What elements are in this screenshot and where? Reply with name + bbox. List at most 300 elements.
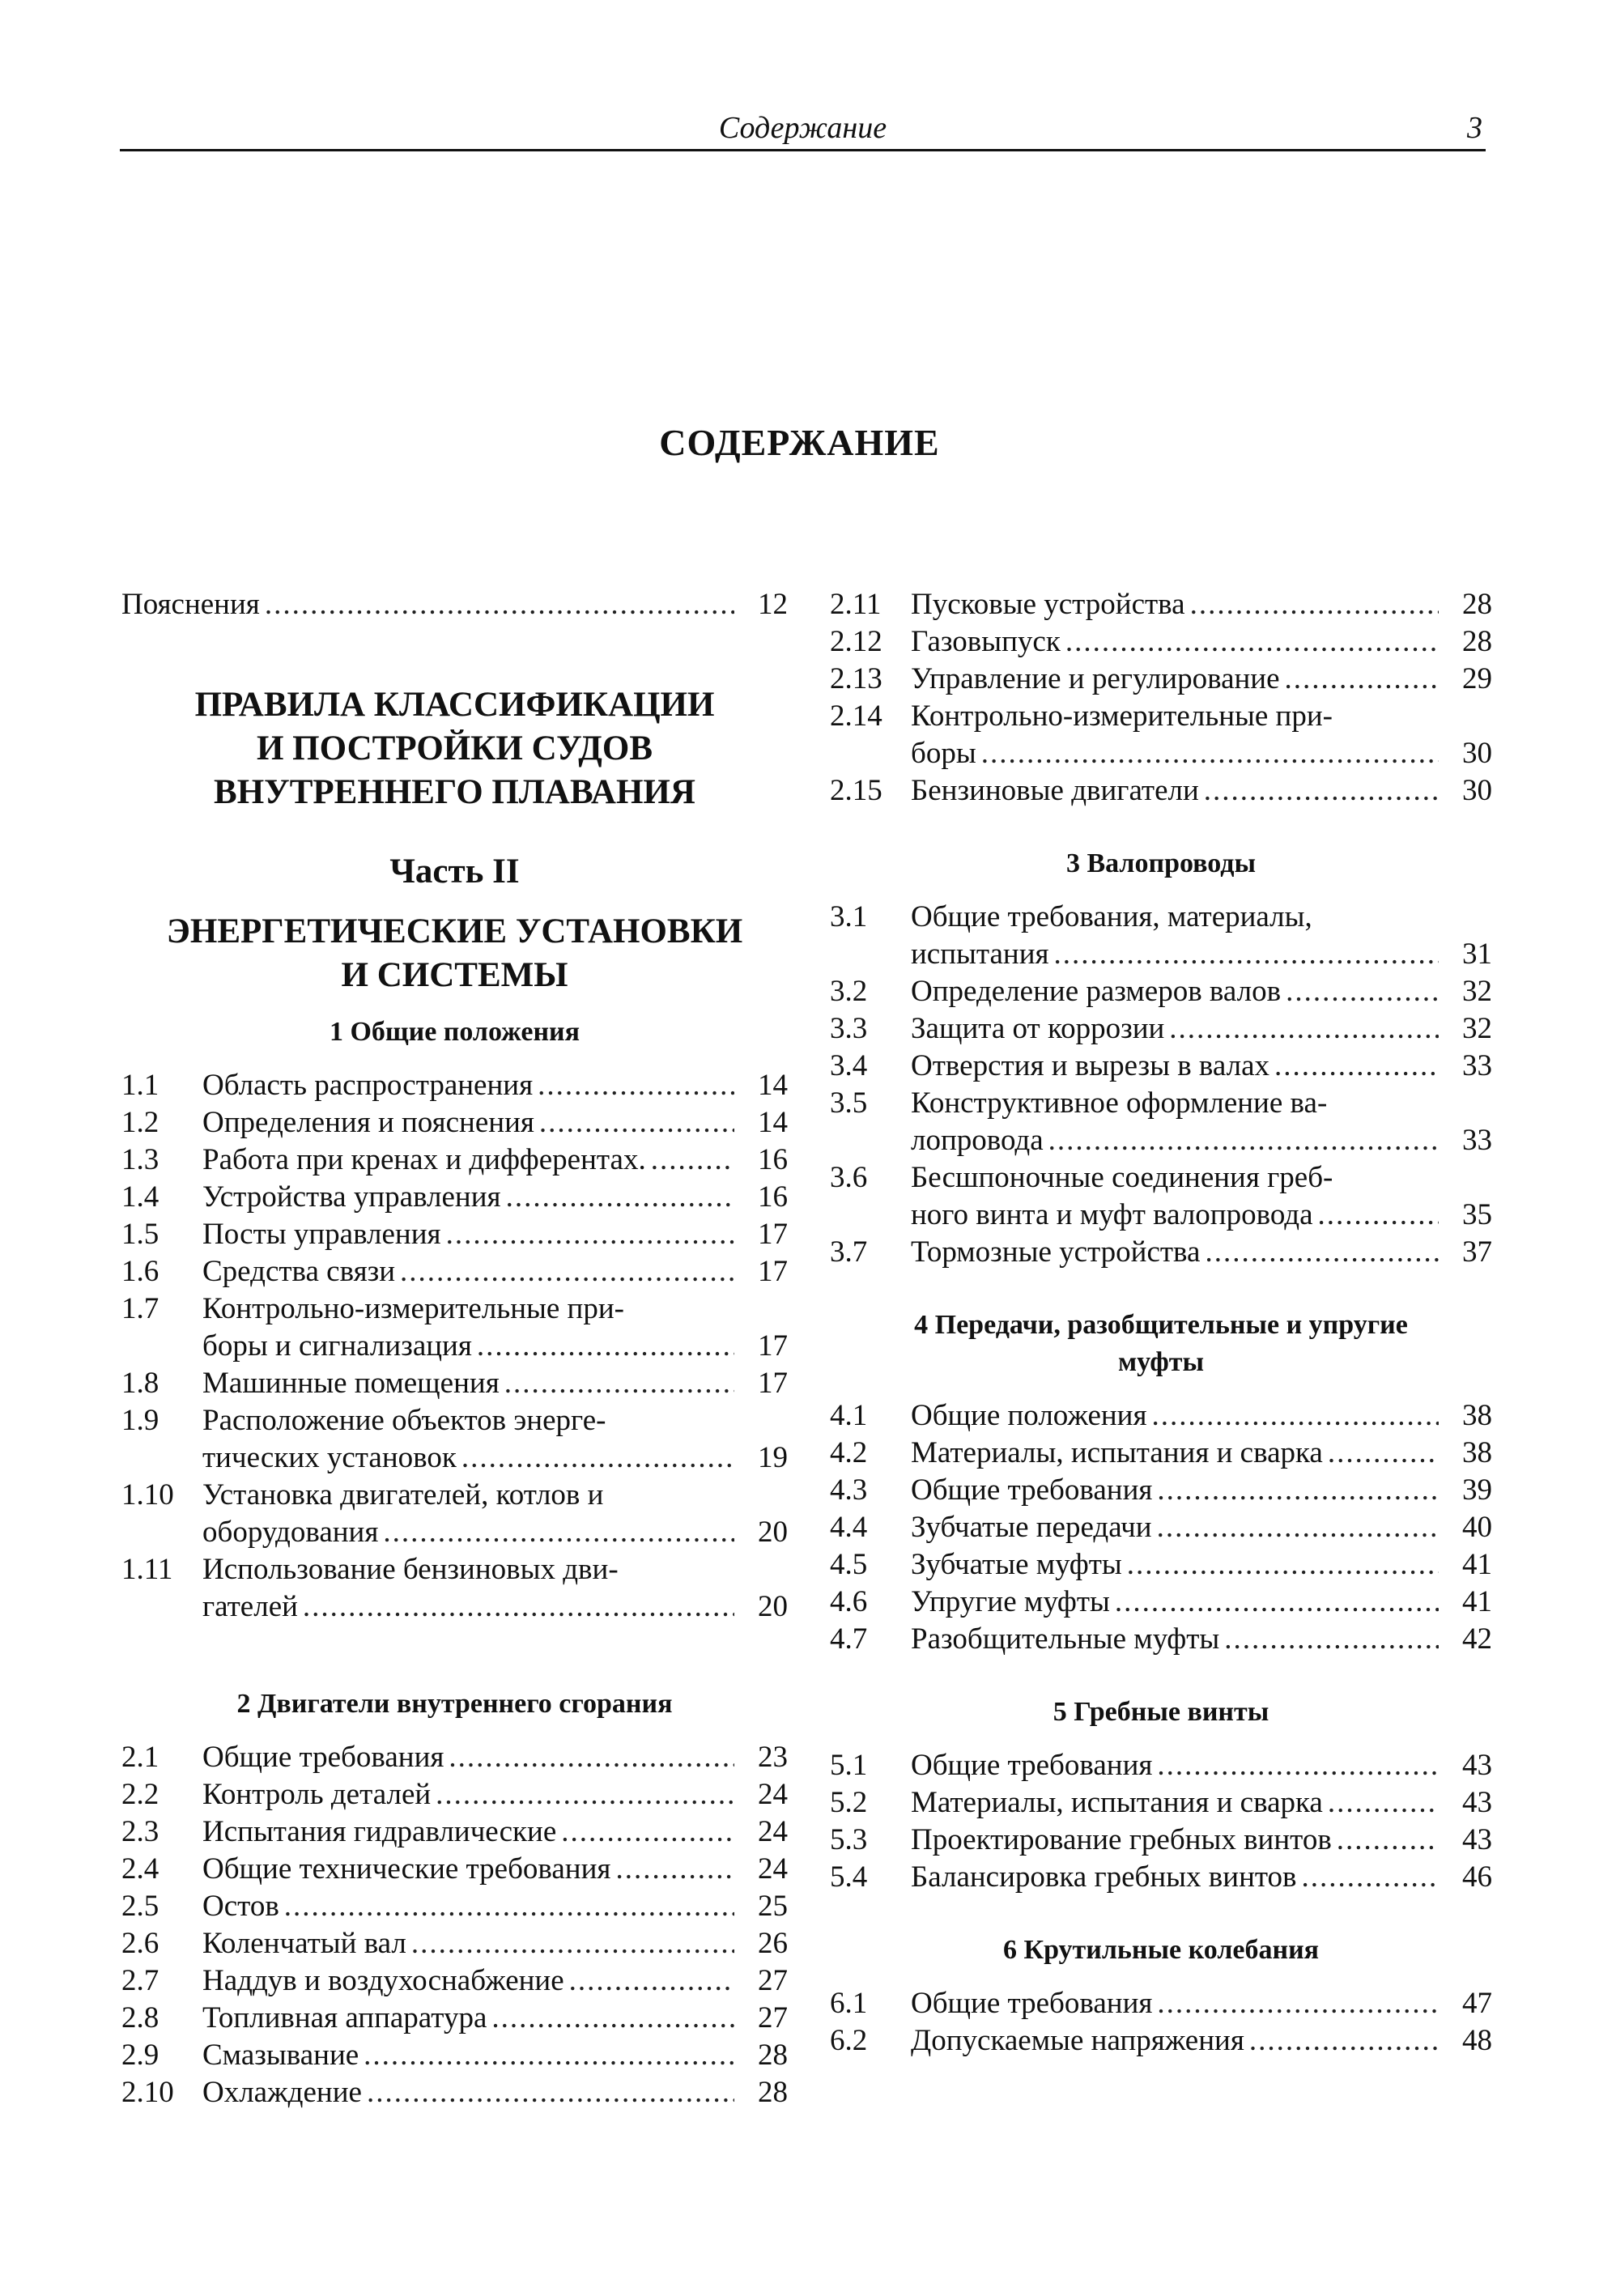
toc-entry-page: 20 (758, 1590, 788, 1623)
section-title-2: 2 Двигатели внутреннего сгорания (236, 1689, 673, 1719)
toc-entry-text (911, 1234, 1444, 1271)
toc-entry-text (911, 1010, 1444, 1048)
toc-entry-number: 5.4 (830, 1860, 868, 1894)
toc-entry-text (202, 1477, 739, 1551)
toc-entry-text (911, 586, 1444, 623)
section-3-entries (830, 899, 1492, 1271)
toc-entry-line: Упругие муфты (911, 1585, 1110, 1618)
toc-entry-page: 30 (1462, 737, 1492, 770)
toc-entry[interactable] (121, 1925, 788, 1962)
toc-entry[interactable] (830, 1397, 1492, 1435)
leader-dots (506, 1179, 734, 1216)
toc-entry-number: 2.15 (830, 774, 882, 807)
toc-entry[interactable] (830, 1509, 1492, 1546)
toc-entry-page: 17 (758, 1367, 788, 1400)
toc-entry[interactable] (121, 1402, 788, 1477)
toc-entry[interactable] (121, 1477, 788, 1551)
toc-entry-text (202, 1739, 739, 1776)
toc-entry-page: 24 (758, 1852, 788, 1886)
toc-entry[interactable] (121, 1888, 788, 1925)
toc-entry-line: Контрольно-измерительные при- (202, 1292, 624, 1325)
leader-dots (1328, 1784, 1439, 1822)
toc-entry-line: Зубчатые передачи (911, 1511, 1152, 1544)
rules-title: ПРАВИЛА КЛАССИФИКАЦИИ И ПОСТРОЙКИ СУДОВ ВНУТРЕННЕГО ПЛАВАНИЯ (194, 686, 715, 811)
toc-entry[interactable] (830, 1784, 1492, 1822)
leader-dots (1224, 1621, 1439, 1658)
toc-entry-number: 4.3 (830, 1473, 868, 1507)
toc-entry-number: 1.7 (121, 1292, 159, 1325)
toc-entry[interactable] (830, 772, 1492, 810)
toc-entry-page: 38 (1462, 1399, 1492, 1432)
toc-entry-text (911, 1048, 1444, 1085)
toc-entry-number: 1.9 (121, 1404, 159, 1437)
leader-dots (1190, 586, 1439, 623)
part-title: Часть II (389, 852, 520, 891)
toc-entry-line: Пусковые устройства (911, 588, 1185, 621)
toc-entry[interactable] (121, 1104, 788, 1142)
toc-entry[interactable] (121, 1142, 788, 1179)
toc-entry-line: Разобщительные муфты (911, 1622, 1220, 1656)
leader-dots (538, 1067, 734, 1104)
toc-entry-line: лопровода (911, 1124, 1044, 1157)
toc-entry-page: 28 (1462, 588, 1492, 621)
toc-entry-number: 1.6 (121, 1255, 159, 1288)
leader-dots (539, 1104, 734, 1142)
toc-entry-text (202, 1179, 739, 1216)
toc-entry[interactable] (121, 2037, 788, 2074)
toc-entry-text (202, 2074, 739, 2111)
toc-entry-page: 16 (758, 1180, 788, 1214)
toc-entry-page: 17 (758, 1218, 788, 1251)
toc-entry-number: 3.2 (830, 975, 868, 1008)
toc-entry-page: 14 (758, 1069, 788, 1102)
toc-entry-number: 2.11 (830, 588, 882, 621)
toc-entry-number: 2.5 (121, 1890, 159, 1923)
leader-dots (1048, 1122, 1439, 1159)
toc-entry-line: Управление и регулирование (911, 662, 1280, 695)
toc-entry-line: Использование бензиновых дви- (202, 1553, 619, 1586)
toc-entry[interactable] (830, 1822, 1492, 1859)
leader-dots (303, 1588, 734, 1626)
page-title: СОДЕРЖАНИЕ (659, 422, 940, 463)
toc-entry-text (202, 1813, 739, 1851)
toc-entry-number: 2.8 (121, 2001, 159, 2035)
toc-entry-line: Установка двигателей, котлов и (202, 1478, 604, 1512)
leader-dots (446, 1216, 734, 1253)
toc-entry-number: 2.3 (121, 1815, 159, 1848)
toc-entry[interactable] (830, 1435, 1492, 1472)
toc-entry-text (911, 1472, 1444, 1509)
toc-entry-number: 1.1 (121, 1069, 159, 1102)
toc-entry-text (202, 1365, 739, 1402)
toc-entry[interactable] (121, 1365, 788, 1402)
toc-entry-text (911, 1784, 1444, 1822)
toc-entry-page: 28 (1462, 625, 1492, 658)
leader-dots (981, 735, 1439, 772)
leader-dots (1127, 1546, 1439, 1584)
toc-entry[interactable] (121, 1962, 788, 2000)
toc-entry-page: 35 (1462, 1198, 1492, 1231)
toc-entry-line: Работа при кренах и дифферентах. (202, 1143, 646, 1176)
toc-entry[interactable] (830, 1010, 1492, 1048)
section-title-1: 1 Общие положения (329, 1017, 580, 1047)
toc-entry-line: Устройства управления (202, 1180, 501, 1214)
leader-dots (1274, 1048, 1439, 1085)
toc-entry-line: Остов (202, 1890, 279, 1923)
toc-entry-line: гателей (202, 1590, 298, 1623)
toc-entry-line: Контроль деталей (202, 1778, 432, 1811)
toc-entry-line: Определения и пояснения (202, 1106, 534, 1139)
toc-entry-page: 24 (758, 1815, 788, 1848)
toc-entry-line: Машинные помещения (202, 1367, 500, 1400)
section-title-4: 4 Передачи, разобщительные и упругие муфты (914, 1310, 1408, 1377)
toc-entry-text (202, 1851, 739, 1888)
toc-entry-line: Охлаждение (202, 2076, 362, 2109)
leader-dots (1205, 1234, 1439, 1271)
toc-entry-page: 27 (758, 2001, 788, 2035)
toc-entry-line: тических установок (202, 1441, 457, 1474)
toc-entry-number: 2.4 (121, 1852, 159, 1886)
toc-entry-line: Общие требования (202, 1741, 444, 1774)
toc-entry-number: 3.6 (830, 1161, 868, 1194)
toc-entry-page: 28 (758, 2039, 788, 2072)
toc-entry-page: 23 (758, 1741, 788, 1774)
toc-entry-line: Общие технические требования (202, 1852, 611, 1886)
toc-entry-page: 32 (1462, 1012, 1492, 1045)
leader-dots (1065, 623, 1439, 661)
toc-entry-line: Конструктивное оформление ва- (911, 1086, 1328, 1120)
section-5-entries (830, 1747, 1492, 1896)
toc-entry-text (911, 973, 1444, 1010)
leader-dots (1169, 1010, 1439, 1048)
toc-entry[interactable] (121, 1253, 788, 1290)
toc-entry-text (911, 1822, 1444, 1859)
toc-entry-text (202, 2037, 739, 2074)
part-subtitle: ЭНЕРГЕТИЧЕСКИЕ УСТАНОВКИ И СИСТЕМЫ (166, 912, 743, 994)
toc-entry-text (911, 1985, 1444, 2022)
leader-dots (284, 1888, 734, 1925)
toc-entry-line: Общие требования (911, 1987, 1153, 2020)
toc-entry[interactable] (830, 1747, 1492, 1784)
toc-entry-text (202, 2000, 739, 2037)
toc-entry-number: 5.1 (830, 1749, 868, 1782)
toc-entry-text (202, 1216, 739, 1253)
leader-dots (569, 1962, 734, 2000)
toc-entry-number: 2.9 (121, 2039, 159, 2072)
toc-entry-page: 28 (758, 2076, 788, 2109)
leader-dots (1115, 1584, 1439, 1621)
toc-entry-text (911, 1584, 1444, 1621)
toc-entry-page: 30 (1462, 774, 1492, 807)
toc-entry[interactable] (121, 1551, 788, 1626)
toc-entry-text (202, 1888, 739, 1925)
section-1-entries (121, 1067, 788, 1626)
leader-dots (1286, 973, 1439, 1010)
toc-entry-number: 4.2 (830, 1436, 868, 1469)
toc-entry-page: 43 (1462, 1749, 1492, 1782)
toc-entry[interactable] (830, 1085, 1492, 1159)
toc-entry[interactable] (830, 1546, 1492, 1584)
toc-entry-line: Топливная аппаратура (202, 2001, 487, 2035)
toc-entry[interactable] (830, 586, 1492, 623)
toc-entry-number: 4.5 (830, 1548, 868, 1581)
toc-entry-text (202, 1925, 739, 1962)
toc-entry-text (202, 1104, 739, 1142)
toc-entry-text (911, 1509, 1444, 1546)
toc-entry-number: 6.2 (830, 2024, 868, 2057)
toc-entry-line: Отверстия и вырезы в валах (911, 1049, 1270, 1082)
toc-entry-text (202, 1962, 739, 2000)
toc-entry-text (911, 1435, 1444, 1472)
toc-entry-text (202, 1142, 739, 1179)
toc-entry-page: 19 (758, 1441, 788, 1474)
leader-dots (1302, 1859, 1439, 1896)
toc-entry[interactable] (830, 1234, 1492, 1271)
section-6-entries (830, 1985, 1492, 2060)
leader-dots (1285, 661, 1439, 698)
toc-entry-line: Бензиновые двигатели (911, 774, 1199, 807)
section-title-6: 6 Крутильные колебания (1002, 1935, 1320, 1965)
toc-entry-number: 3.3 (830, 1012, 868, 1045)
section-2-entries (121, 1739, 788, 2111)
toc-entry-line: Наддув и воздухоснабжение (202, 1964, 564, 1997)
toc-entry-page: 43 (1462, 1823, 1492, 1856)
toc-entry-number: 4.7 (830, 1622, 868, 1656)
toc-entry[interactable] (830, 1159, 1492, 1234)
toc-entry-number: 1.5 (121, 1218, 159, 1251)
toc-entry-line: боры и сигнализация (202, 1329, 472, 1363)
toc-entry-text (911, 1747, 1444, 1784)
toc-entry-line: Посты управления (202, 1218, 441, 1251)
toc-entry-text (911, 899, 1444, 973)
toc-entry-line: Коленчатый вал (202, 1927, 406, 1960)
leader-dots (477, 1328, 734, 1365)
toc-entry-number: 6.1 (830, 1987, 868, 2020)
toc-entry-page: 25 (758, 1890, 788, 1923)
toc-entry-number: 4.1 (830, 1399, 868, 1432)
toc-entry-page: 40 (1462, 1511, 1492, 1544)
leader-dots (411, 1925, 734, 1962)
toc-entry-number: 1.3 (121, 1143, 159, 1176)
toc-entry-number: 3.1 (830, 900, 868, 933)
toc-entry-number: 3.7 (830, 1235, 868, 1269)
leader-dots (1157, 1472, 1439, 1509)
toc-entry-line: Проектирование гребных винтов (911, 1823, 1332, 1856)
toc-entry[interactable] (121, 1179, 788, 1216)
toc-entry-number: 5.3 (830, 1823, 868, 1856)
toc-entry-line: Общие требования, материалы, (911, 900, 1312, 933)
toc-entry-text (202, 1776, 739, 1813)
toc-entry[interactable] (121, 1813, 788, 1851)
toc-entry-text (202, 1290, 739, 1365)
toc-entry-page: 38 (1462, 1436, 1492, 1469)
toc-entry-line: Защита от коррозии (911, 1012, 1165, 1045)
toc-entry-page: 14 (758, 1106, 788, 1139)
leader-dots (1318, 1197, 1439, 1234)
toc-entry-page: 16 (758, 1143, 788, 1176)
toc-entry-page: 17 (758, 1255, 788, 1288)
running-header-title: Содержание (718, 111, 887, 145)
leader-dots (491, 2000, 734, 2037)
toc-entry[interactable] (121, 1216, 788, 1253)
toc-entry-number: 2.2 (121, 1778, 159, 1811)
toc-entry-text (202, 1551, 739, 1626)
toc-left-column (121, 586, 788, 2111)
toc-entry-line: Общие требования (911, 1749, 1153, 1782)
toc-entry[interactable] (830, 1621, 1492, 1658)
toc-entry[interactable] (830, 1859, 1492, 1896)
toc-entry-line: Определение размеров валов (911, 975, 1282, 1008)
section-4-entries (830, 1397, 1492, 1658)
section-title-5: 5 Гребные винты (1053, 1697, 1269, 1727)
toc-entry[interactable] (121, 1290, 788, 1365)
toc-entry[interactable] (121, 2074, 788, 2111)
section-2-continued-entries (830, 586, 1492, 810)
leader-dots (504, 1365, 734, 1402)
leader-dots (265, 586, 734, 623)
toc-entry-page: 42 (1462, 1622, 1492, 1656)
toc-entry[interactable] (830, 698, 1492, 772)
toc-entry-page: 37 (1462, 1235, 1492, 1269)
leader-dots (1054, 936, 1439, 973)
toc-entry-number: 5.2 (830, 1786, 868, 1819)
toc-entry-line: Расположение объектов энерге- (202, 1404, 606, 1437)
toc-entry-text (911, 1397, 1444, 1435)
toc-entry-line: Средства связи (202, 1255, 396, 1288)
toc-entry-page: 32 (1462, 975, 1492, 1008)
toc-entry-number: 1.10 (121, 1478, 174, 1512)
toc-entry-text (911, 1621, 1444, 1658)
leader-dots (449, 1739, 734, 1776)
toc-right-column (830, 586, 1492, 2060)
leader-dots (461, 1439, 734, 1477)
toc-entry-line: Материалы, испытания и сварка (911, 1436, 1323, 1469)
toc-entry-line: ного винта и муфт валопровода (911, 1198, 1313, 1231)
toc-entry-text (911, 1859, 1444, 1896)
toc-entry[interactable] (830, 1584, 1492, 1621)
toc-entry[interactable] (121, 1851, 788, 1888)
leader-dots (400, 1253, 734, 1290)
toc-entry-page: 24 (758, 1778, 788, 1811)
toc-entry-number: 2.1 (121, 1741, 159, 1774)
toc-entry-number: 2.14 (830, 699, 882, 733)
toc-entry[interactable] (830, 661, 1492, 698)
toc-entry-line: Зубчатые муфты (911, 1548, 1122, 1581)
leader-dots (1157, 1509, 1439, 1546)
toc-entry[interactable] (121, 2000, 788, 2037)
toc-entry[interactable] (830, 1048, 1492, 1085)
toc-entry-page: 48 (1462, 2024, 1492, 2057)
toc-entry-page: 43 (1462, 1786, 1492, 1819)
toc-entry[interactable] (830, 1472, 1492, 1509)
toc-entry[interactable] (830, 623, 1492, 661)
toc-entry[interactable] (830, 973, 1492, 1010)
toc-entry-number: 2.6 (121, 1927, 159, 1960)
toc-entry-page: 26 (758, 1927, 788, 1960)
toc-entry-line: оборудования (202, 1516, 379, 1549)
leader-dots (651, 1142, 734, 1179)
toc-entry-page: 29 (1462, 662, 1492, 695)
toc-entry-line: боры (911, 737, 976, 770)
toc-entry-line: Смазывание (202, 2039, 359, 2072)
toc-entry-page: 46 (1462, 1860, 1492, 1894)
toc-entry[interactable] (830, 899, 1492, 973)
toc-entry-line: Допускаемые напряжения (911, 2024, 1244, 2057)
toc-entry-page: 41 (1462, 1548, 1492, 1581)
leader-dots (1337, 1822, 1439, 1859)
toc-entry[interactable] (830, 2022, 1492, 2060)
toc-entry-line: Общие положения (911, 1399, 1147, 1432)
leader-dots (615, 1851, 734, 1888)
toc-entry-text (911, 772, 1444, 810)
toc-entry-text (202, 1253, 739, 1290)
toc-entry-text (911, 2022, 1444, 2060)
toc-entry-number: 1.4 (121, 1180, 159, 1214)
toc-entry-number: 1.8 (121, 1367, 159, 1400)
toc-entry-text (911, 1085, 1444, 1159)
toc-entry-number: 4.6 (830, 1585, 868, 1618)
leader-dots (364, 2037, 734, 2074)
leader-dots (1204, 772, 1439, 810)
toc-entry-page: 33 (1462, 1124, 1492, 1157)
toc-entry-number: 2.7 (121, 1964, 159, 1997)
toc-entry-number: 4.4 (830, 1511, 868, 1544)
toc-entry-number: 1.2 (121, 1106, 159, 1139)
toc-entry-number: 2.12 (830, 625, 882, 658)
leader-dots (383, 1514, 734, 1551)
toc-entry[interactable] (121, 1739, 788, 1776)
toc-entry-page: 12 (758, 588, 788, 621)
toc-entry-page: 27 (758, 1964, 788, 1997)
toc-entry-number: 3.5 (830, 1086, 868, 1120)
section-title-3: 3 Валопроводы (1065, 848, 1257, 878)
toc-entry-line: Общие требования (911, 1473, 1153, 1507)
leader-dots (436, 1776, 734, 1813)
leader-dots (561, 1813, 734, 1851)
toc-entry-text (911, 661, 1444, 698)
toc-entry-page: 33 (1462, 1049, 1492, 1082)
leader-dots (1249, 2022, 1439, 2060)
toc-entry-text: Пояснения (121, 588, 260, 621)
toc-entry-text (911, 1159, 1444, 1234)
toc-entry[interactable] (121, 1776, 788, 1813)
toc-entry-number: 2.10 (121, 2076, 174, 2109)
toc-entry-line: Газовыпуск (911, 625, 1061, 658)
toc-entry[interactable] (830, 1985, 1492, 2022)
leader-dots (1157, 1747, 1439, 1784)
toc-entry-page: 39 (1462, 1473, 1492, 1507)
toc-entry-line: Материалы, испытания и сварка (911, 1786, 1323, 1819)
toc-entry-line: испытания (911, 938, 1049, 971)
toc-entry[interactable] (121, 1067, 788, 1104)
toc-entry-text (911, 698, 1444, 772)
running-header (120, 107, 1486, 151)
toc-entry-number: 1.11 (121, 1553, 173, 1586)
leader-dots (1328, 1435, 1439, 1472)
page-number: 3 (1467, 111, 1482, 145)
leader-dots (367, 2074, 734, 2111)
leader-dots (1157, 1985, 1439, 2022)
toc-entry-text (911, 1546, 1444, 1584)
toc-entry-number: 3.4 (830, 1049, 868, 1082)
toc-entry-line: Область распространения (202, 1069, 534, 1102)
toc-entry-text (202, 1402, 739, 1477)
toc-entry-line: Контрольно-измерительные при- (911, 699, 1333, 733)
toc-entry-intro[interactable] (121, 586, 788, 623)
toc-entry-line: Бесшпоночные соединения греб- (911, 1161, 1333, 1194)
toc-entry-page: 20 (758, 1516, 788, 1549)
toc-entry-number: 2.13 (830, 662, 882, 695)
